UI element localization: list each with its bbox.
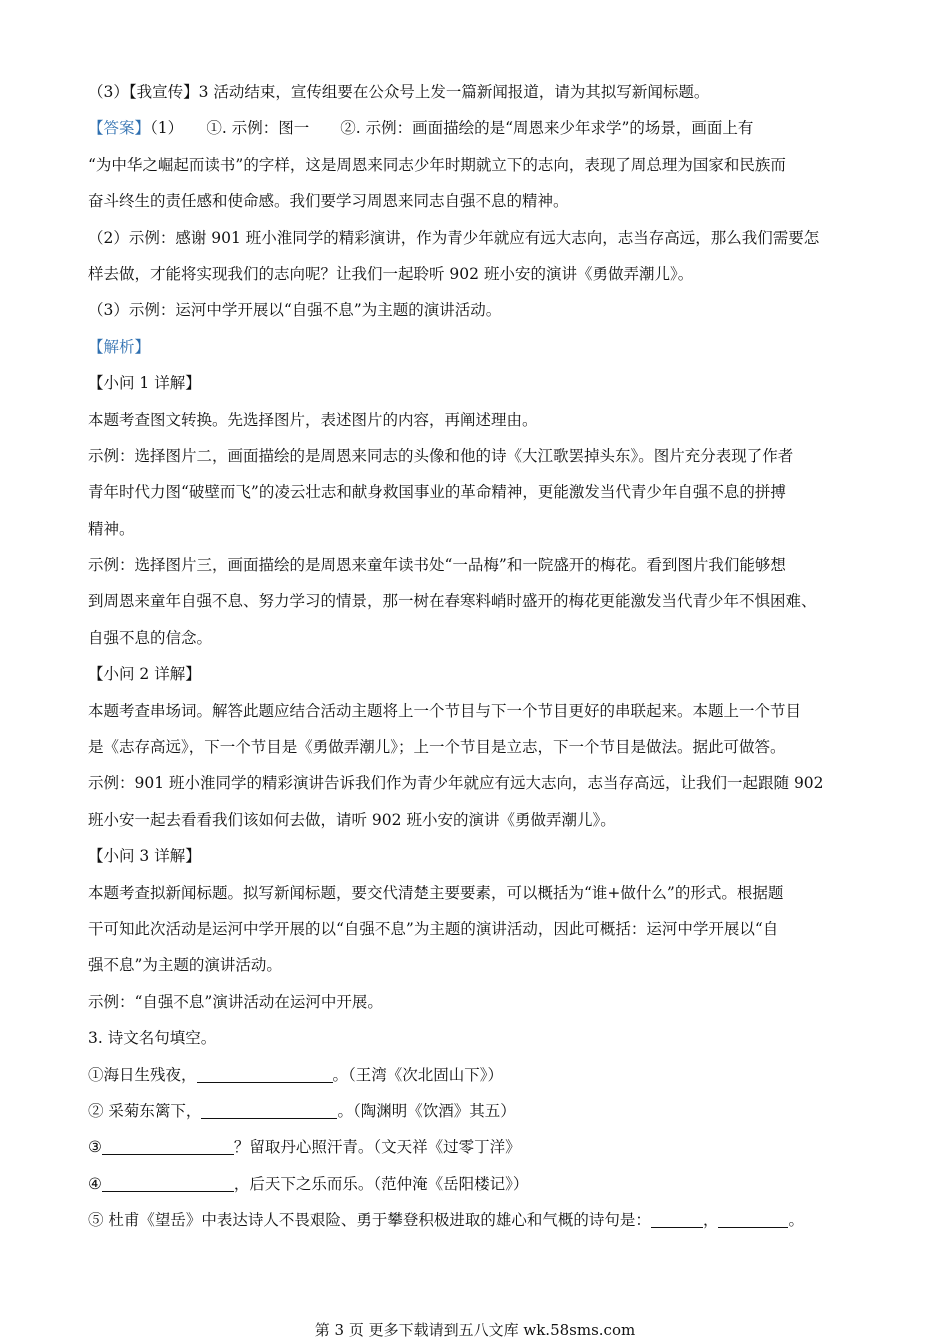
analysis-q2-line: 示例：901 班小淮同学的精彩演讲告诉我们作为青少年就应有远大志向，志当存高远，让我们一起跟随 902: [88, 774, 824, 793]
analysis-q2-line: 是《志存高远》，下一个节目是《勇做弄潮儿》；上一个节目是立志，下一个节目是做法。据此可做答。: [88, 738, 786, 757]
analysis-q1-line: 到周恩来童年自强不息、努力学习的情景，那一树在春寒料峭时盛开的梅花更能激发当代青少年不惧困难、: [88, 592, 817, 611]
analysis-q3-line: 本题考查拟新闻标题。拟写新闻标题，要交代清楚主要要素，可以概括为“谁+做什么”的形式。根据题: [88, 883, 784, 902]
answer-text: （1） ①. 示例：图一 ②. 示例：画面描绘的是“周恩来少年求学”的场景，画面上有: [150, 119, 754, 138]
analysis-tag: 【解析】: [88, 337, 151, 356]
analysis-q1-line: 示例：选择图片三，画面描绘的是周恩来童年读书处“一品梅”和一院盛开的梅花。看到图片我们能够想: [88, 556, 786, 575]
answer-blank[interactable]: [102, 1173, 234, 1192]
analysis-q3-line: 强不息”为主题的演讲活动。: [88, 956, 282, 975]
answer-line-2: “为中华之崛起而读书”的字样，这是周恩来同志少年时期就立下的志向，表现了周总理为国家和民族而: [88, 155, 786, 174]
subquestion-2-heading: 【小问 2 详解】: [88, 665, 201, 684]
analysis-q2-line: 班小安一起去看看我们该如何去做，请听 902 班小安的演讲《勇做弄潮儿》。: [88, 810, 616, 829]
subquestion-3-heading: 【小问 3 详解】: [88, 847, 201, 866]
item-text: ？留取丹心照汗青。（文天祥《过零丁洋》: [233, 1138, 521, 1157]
question-3-title: 3. 诗文名句填空。: [88, 1029, 217, 1048]
answer-blank[interactable]: [102, 1136, 234, 1155]
analysis-q1-line: 自强不息的信念。: [88, 628, 213, 647]
answer-line-3: 奋斗终生的责任感和使命感。我们要学习周恩来同志自强不息的精神。: [88, 192, 569, 211]
answer-tag: 【答案】: [88, 119, 151, 138]
item-text: ，: [702, 1211, 719, 1230]
fill-blank-item-3: [88, 1129, 868, 1165]
answer-blank[interactable]: [201, 1100, 337, 1119]
answer-blank[interactable]: [651, 1209, 703, 1228]
document-body: [88, 74, 868, 1239]
analysis-q3-line: 示例：“自强不息”演讲活动在运河中开展。: [88, 992, 383, 1011]
answer-line-6: （3）示例：运河中学开展以“自强不息”为主题的演讲活动。: [88, 301, 502, 320]
answer-line-4: （2）示例：感谢 901 班小淮同学的精彩演讲，作为青少年就应有远大志向，志当存高远，那么我们需要怎: [88, 228, 820, 247]
subquestion-1-heading: 【小问 1 详解】: [88, 374, 201, 393]
analysis-q1-line: 精神。: [88, 519, 135, 538]
item-text: ①海日生残夜，: [88, 1065, 197, 1084]
analysis-q1-line: 本题考查图文转换。先选择图片，表述图片的内容，再阐述理由。: [88, 410, 538, 429]
fill-blank-item-1: [88, 1057, 868, 1093]
item-text: ④: [88, 1174, 102, 1193]
page-footer: 第 3 页 更多下载请到五八文库 wk.58sms.com: [314, 1321, 636, 1339]
item-text: ③: [88, 1138, 102, 1157]
analysis-q1-line: 示例：选择图片二，画面描绘的是周恩来同志的头像和他的诗《大江歌罢掉头东》。图片充分表现了作者: [88, 446, 794, 465]
answer-line-5: 样去做，才能将实现我们的志向呢？让我们一起聆听 902 班小安的演讲《勇做弄潮儿》。: [88, 264, 694, 283]
item-text: ⑤ 杜甫《望岳》中表达诗人不畏艰险、勇于攀登积极进取的雄心和气概的诗句是：: [88, 1211, 651, 1230]
item-text: ② 采菊东篱下，: [88, 1101, 202, 1120]
item-text: 。: [788, 1211, 804, 1230]
answer-blank[interactable]: [718, 1209, 788, 1228]
answer-line-1: [88, 110, 868, 146]
fill-blank-item-4: [88, 1166, 868, 1202]
analysis-q1-line: 青年时代力图“破壁而飞”的凌云壮志和献身救国事业的革命精神，更能激发当代青少年自强不息的拼搏: [88, 483, 786, 502]
item-text: ，后天下之乐而乐。（范仲淹《岳阳楼记》）: [233, 1174, 529, 1193]
item-text: 。（王湾《次北固山下》）: [332, 1065, 504, 1084]
fill-blank-item-5: [88, 1202, 868, 1238]
item-text: 。（陶渊明《饮酒》其五）: [337, 1101, 516, 1120]
answer-blank[interactable]: [197, 1064, 333, 1083]
question-3-prompt: （3）【我宣传】3 活动结束，宣传组要在公众号上发一篇新闻报道，请为其拟写新闻标题。: [88, 83, 710, 101]
analysis-q3-line: 干可知此次活动是运河中学开展的以“自强不息”为主题的演讲活动，因此可概括：运河中学开展以“自: [88, 919, 779, 938]
analysis-q2-line: 本题考查串场词。解答此题应结合活动主题将上一个节目与下一个节目更好的串联起来。本题上一个节目: [88, 701, 802, 720]
fill-blank-item-2: [88, 1093, 868, 1129]
